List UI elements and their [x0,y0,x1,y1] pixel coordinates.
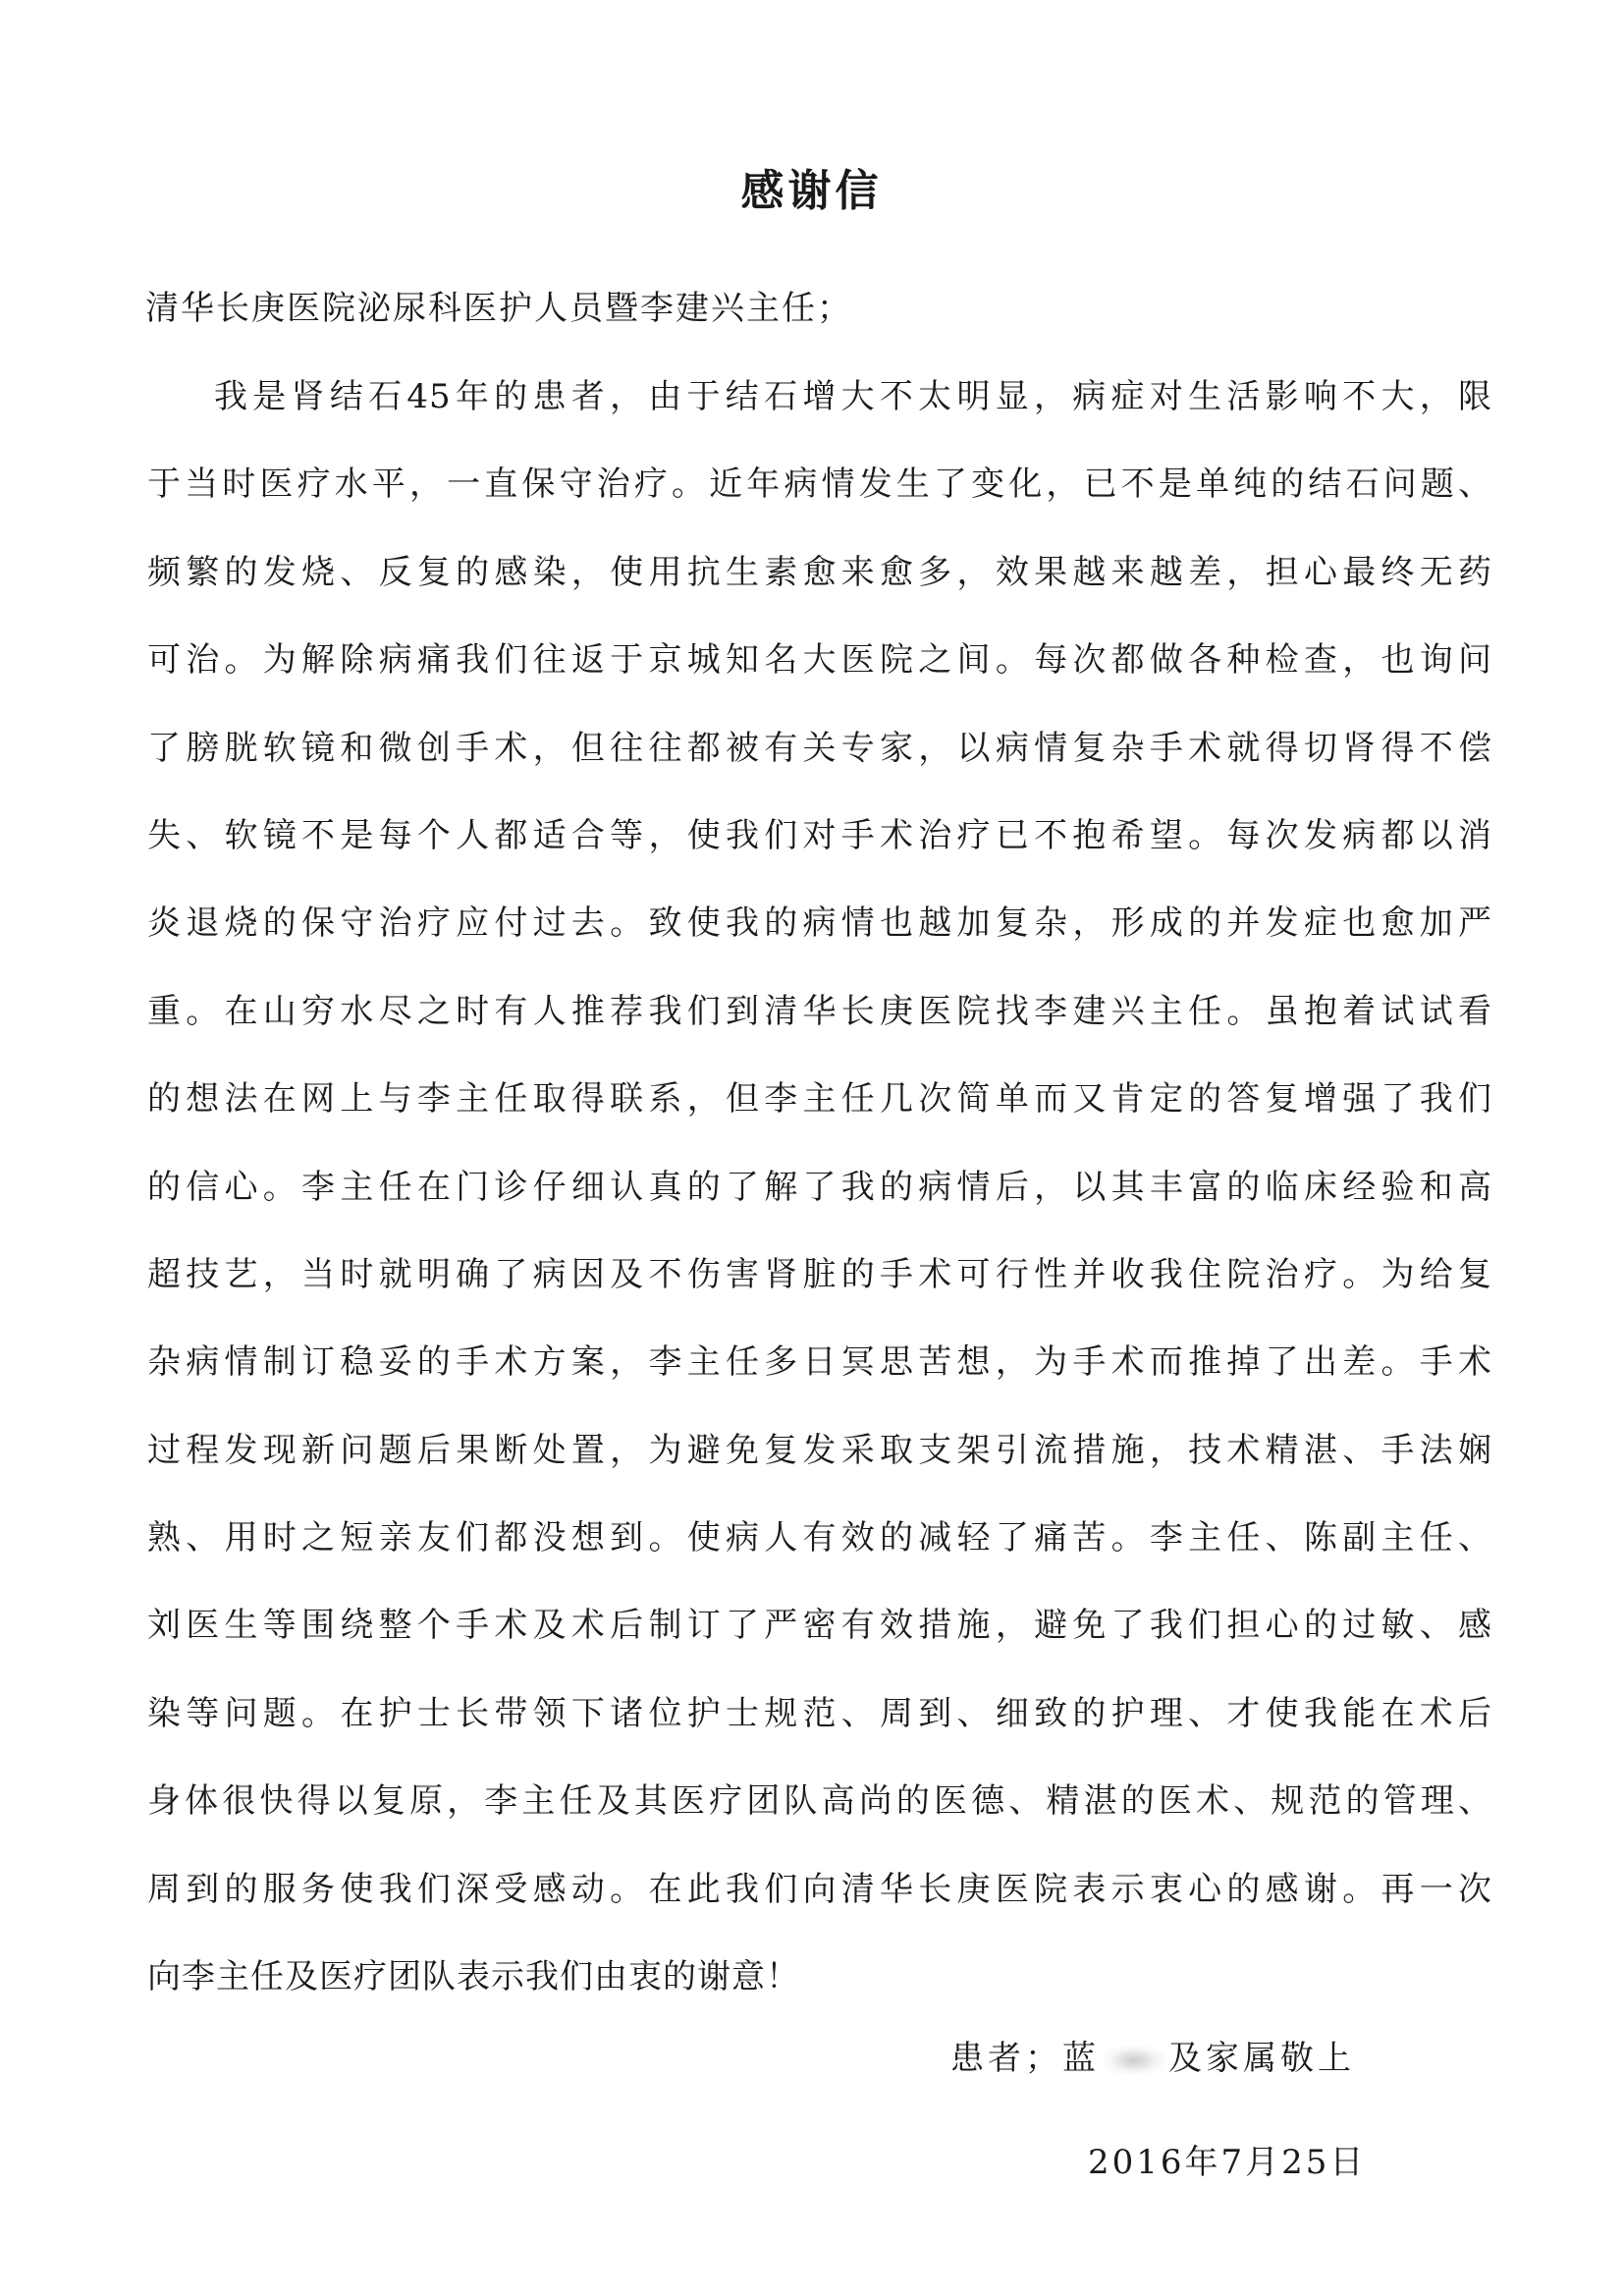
body-line: 我是肾结石45年的患者，由于结石增大不太明显，病症对生活影响不大，限 [214,377,1492,416]
letter-title: 感谢信 [740,166,883,216]
body-line: 于当时医疗水平，一直保守治疗。近年病情发生了变化，已不是单纯的结石问题、 [147,465,1492,505]
body-line: 周到的服务使我们深受感动。在此我们向清华长庚医院表示衷心的感谢。再一次 [147,1869,1492,1909]
body-line: 过程发现新问题后果断处置，为避免复发采取支架引流措施，技术精湛、手法娴 [147,1430,1492,1470]
body-line: 重。在山穷水尽之时有人推荐我们到清华长庚医院找李建兴主任。虽抱着试试看 [147,991,1492,1031]
body-line: 炎退烧的保守治疗应付过去。致使我的病情也越加复杂，形成的并发症也愈加严 [147,903,1492,944]
body-line: 超技艺，当时就明确了病因及不伤害肾脏的手术可行性并收我住院治疗。为给复 [147,1254,1492,1294]
letter-body [147,354,1492,2021]
body-line: 熟、用时之短亲友们都没想到。使病人有效的减轻了痛苦。李主任、陈副主任、 [147,1518,1492,1558]
body-line: 向李主任及医疗团队表示我们由衷的谢意！ [147,1957,800,1997]
body-line: 刘医生等围绕整个手术及术后制订了严密有效措施，避免了我们担心的过敏、感 [147,1606,1492,1646]
body-line: 杂病情制订稳妥的手术方案，李主任多日冥思苦想，为手术而推掉了出差。手术 [147,1342,1492,1383]
redacted-name-blur [1104,2046,1164,2075]
body-line: 可治。为解除病痛我们往返于京城知名大医院之间。每次都做各种检查，也询问 [147,640,1492,681]
body-line: 的信心。李主任在门诊仔细认真的了解了我的病情后，以其丰富的临床经验和高 [147,1167,1492,1207]
body-line: 的想法在网上与李主任取得联系，但李主任几次简单而又肯定的答复增强了我们 [147,1079,1492,1120]
letter-salutation: 清华长庚医院泌尿科医护人员暨李建兴主任； [145,289,852,328]
body-line: 染等问题。在护士长带领下诸位护士规范、周到、细致的护理、才使我能在术后 [147,1693,1492,1733]
signature [950,2031,1355,2079]
letter-date: 2016年7月25日 [1088,2143,1367,2182]
body-line: 身体很快得以复原，李主任及其医疗团队高尚的医德、精湛的医术、规范的管理、 [147,1781,1492,1822]
body-line: 了膀胱软镜和微创手术，但往往都被有关专家，以病情复杂手术就得切肾得不偿 [147,728,1492,768]
body-line: 频繁的发烧、反复的感染，使用抗生素愈来愈多，效果越来越差，担心最终无药 [147,552,1492,592]
signature-suffix: 及家属敬上 [1168,2039,1355,2078]
signature-prefix: 患者；蓝 [950,2039,1100,2078]
body-line: 失、软镜不是每个人都适合等，使我们对手术治疗已不抱希望。每次发病都以消 [147,815,1492,855]
